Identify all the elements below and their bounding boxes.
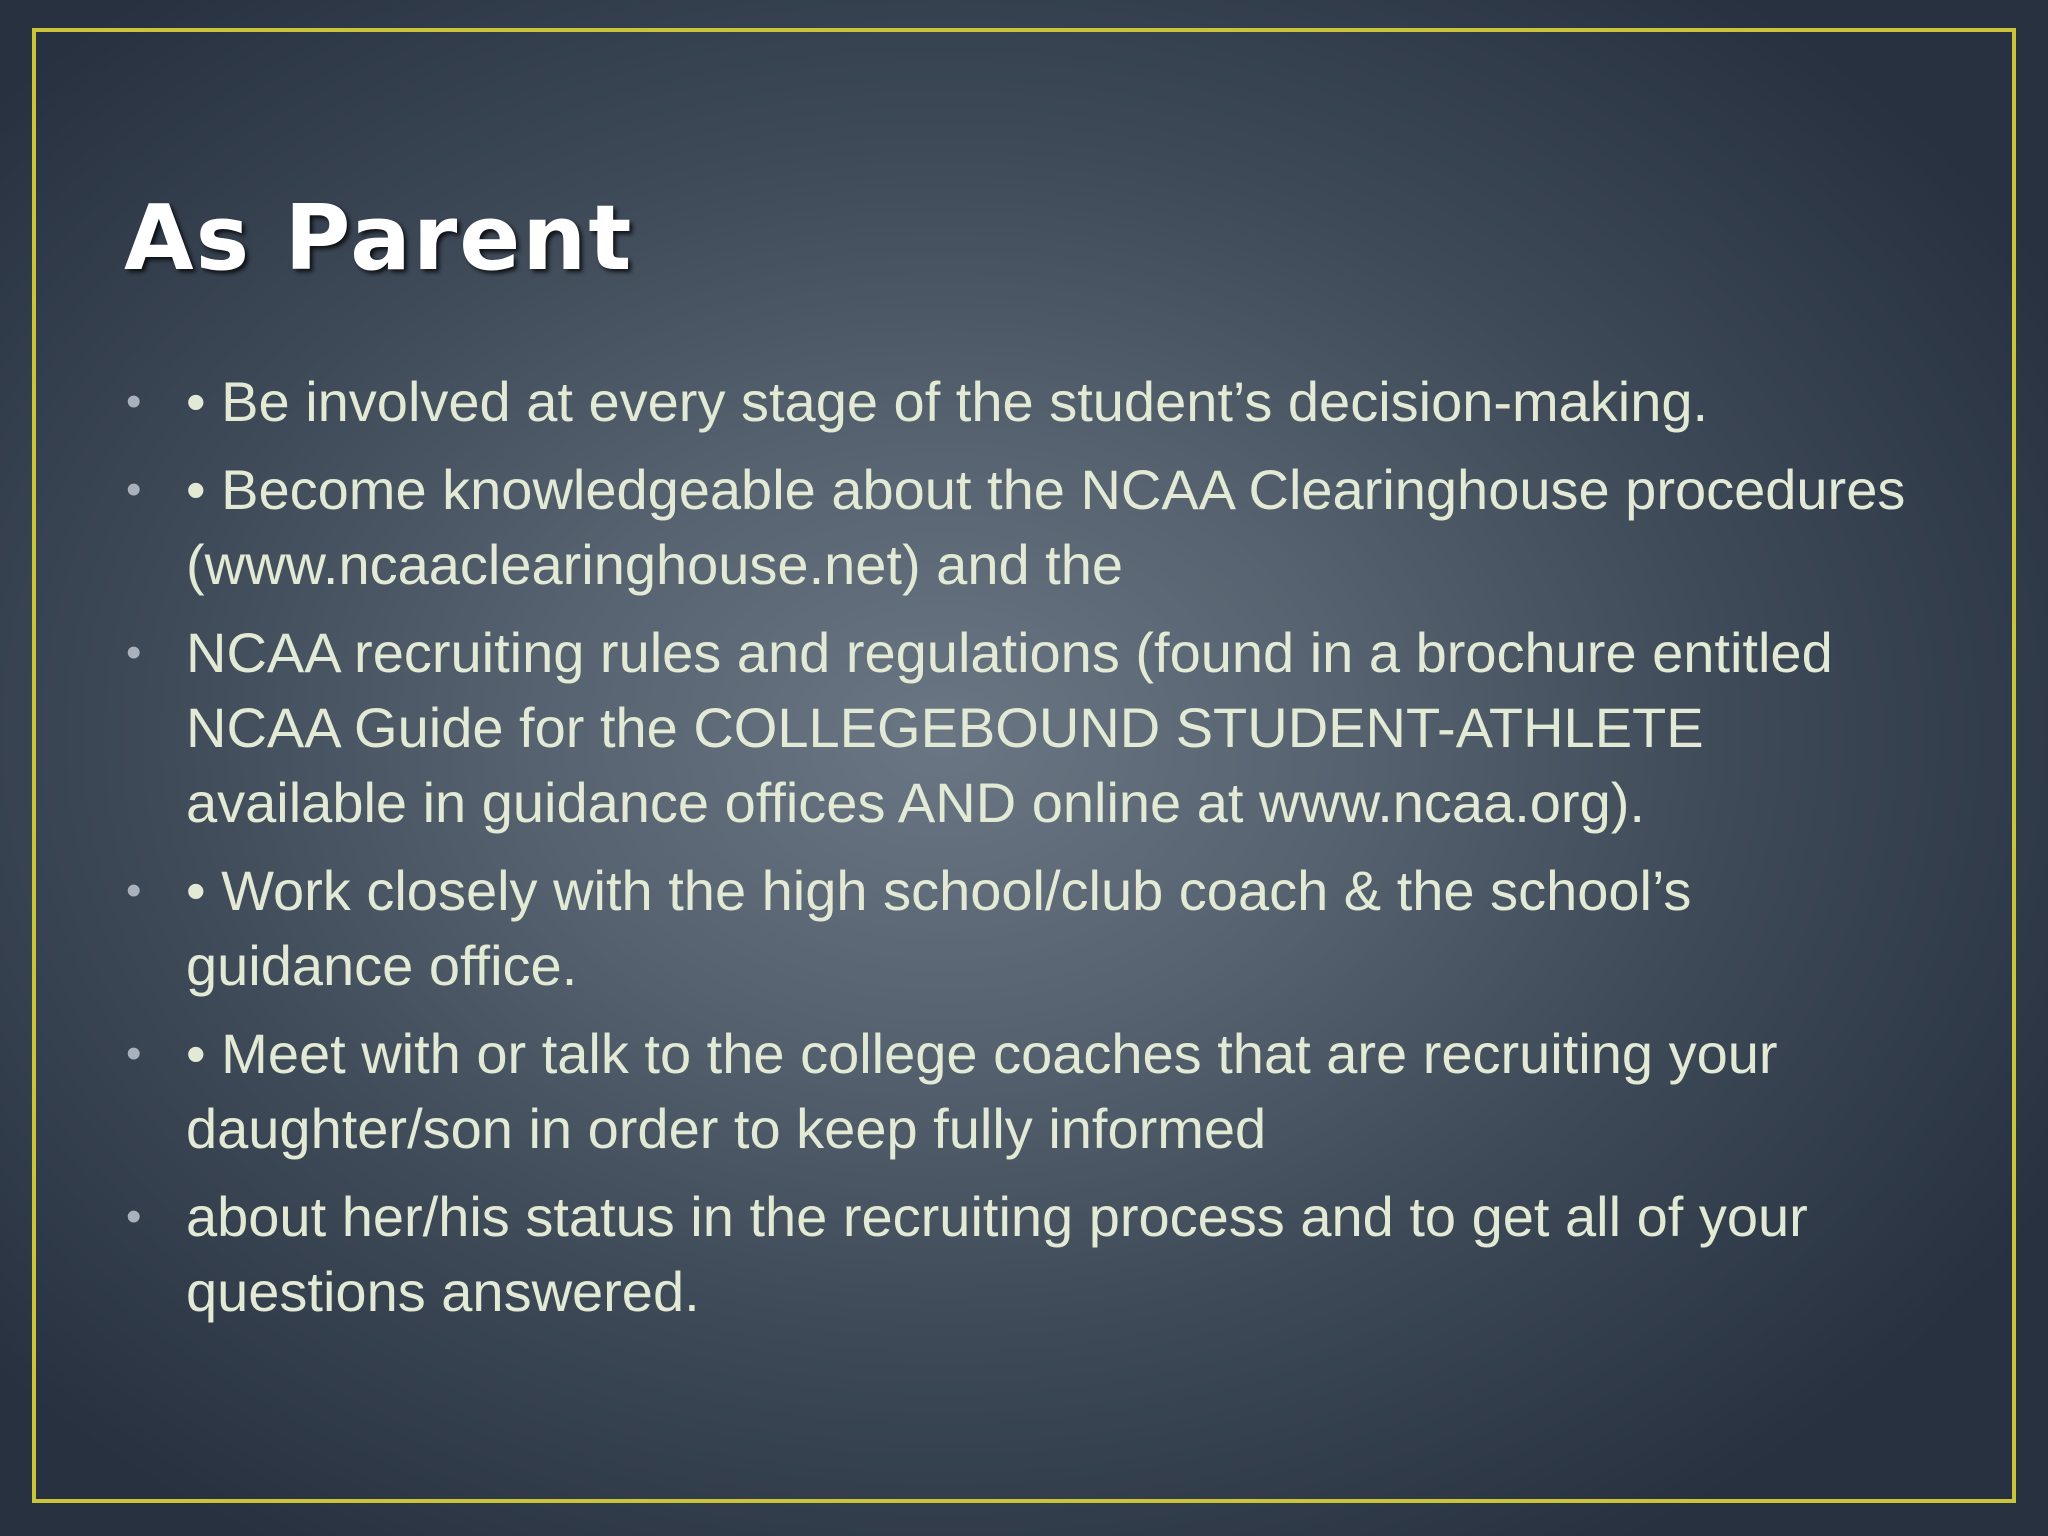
bullet-text: NCAA recruiting rules and regulations (found in a brochure entitled NCAA Guide for the COLLEGEBOUND STUDENT-ATHLETE available in guidance offices AND online at www.ncaa.org). [186,621,1864,834]
bullet-marker-icon: • [126,377,142,426]
bullet-item [126,1016,1906,1166]
slide-title: As Parent [124,186,634,291]
bullet-text: • Be involved at every stage of the student’s decision-making. [186,370,1709,433]
bullet-item [126,853,1906,1003]
bullet-text: • Meet with or talk to the college coaches that are recruiting your daughter/son in order to keep fully informed [186,1022,1794,1160]
bullet-item [126,364,1906,439]
bullet-text: about her/his status in the recruiting process and to get all of your questions answered. [186,1185,1824,1323]
bullet-item [126,452,1921,602]
bullet-marker-icon: • [126,465,142,514]
bullet-item [126,1179,1906,1329]
bullet-text: • Become knowledgeable about the NCAA Clearinghouse procedures (www.ncaaclearinghouse.net) and the [186,458,1921,596]
bullet-text: • Work closely with the high school/club coach & the school’s guidance office. [186,859,1707,997]
bullet-marker-icon: • [126,1192,142,1241]
bullet-marker-icon: • [126,628,142,677]
bullet-item [126,615,1906,840]
bullet-list [126,364,1921,1342]
bullet-marker-icon: • [126,1029,142,1078]
bullet-marker-icon: • [126,866,142,915]
